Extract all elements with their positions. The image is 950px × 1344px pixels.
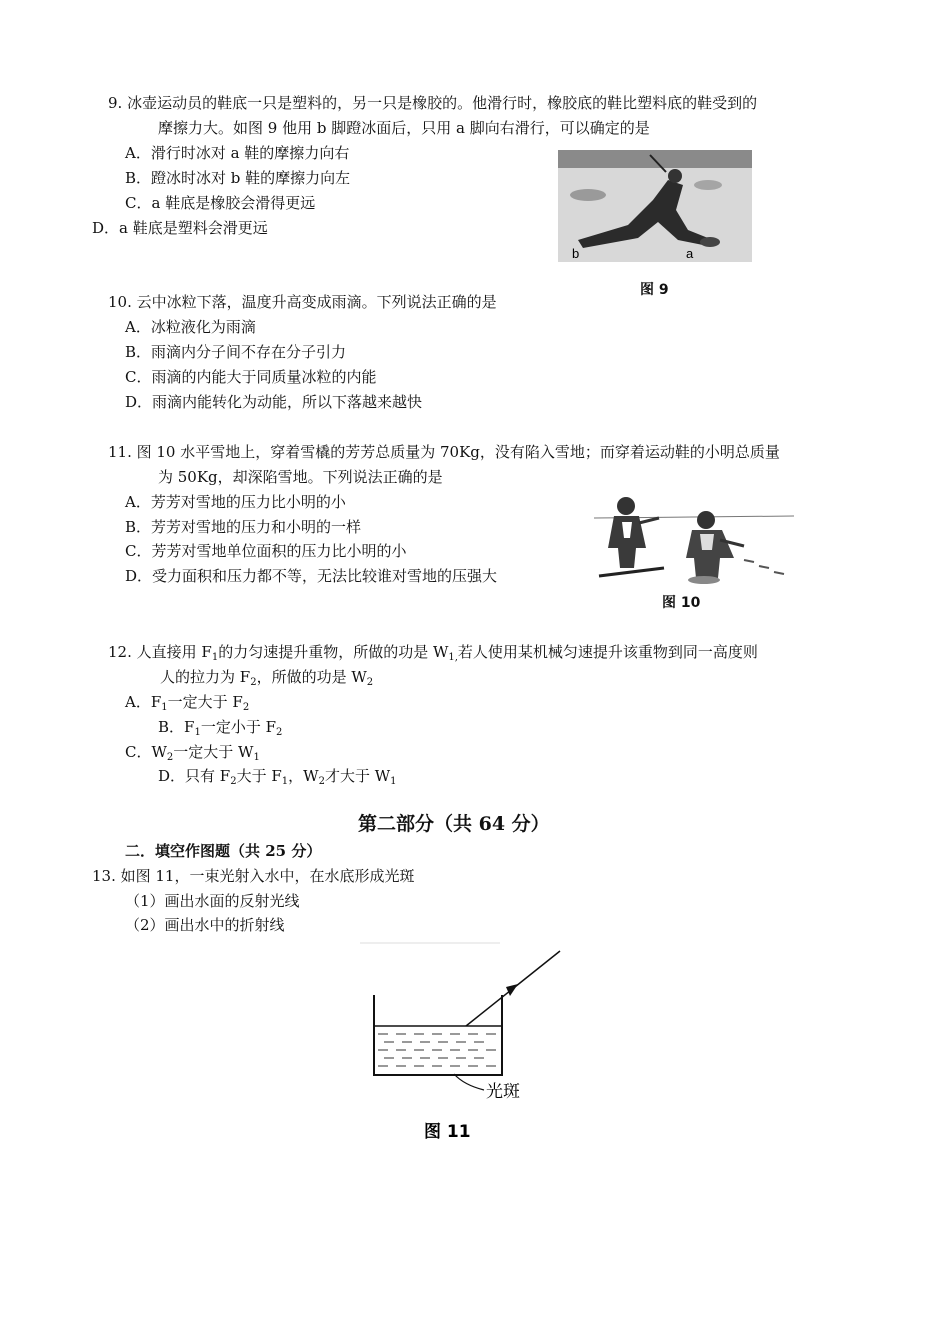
- q9-stem-line2: 摩擦力大。如图 9 他用 b 脚蹬冰面后，只用 a 脚向右滑行，可以确定的是: [158, 119, 650, 137]
- q12-option-d: D．只有 $F_2$大于 $F_1$，$W_2$才大于 $W_1$: [158, 767, 397, 787]
- q11-option-d: D．受力面积和压力都不等，无法比较谁对雪地的压强大: [125, 567, 498, 585]
- q10-option-d: D．雨滴内能转化为动能，所以下落越来越快: [125, 393, 423, 411]
- q9-option-d: D．a 鞋底是塑料会滑更远: [92, 219, 268, 237]
- light-spot-leader: [454, 1074, 484, 1090]
- q12-stem-line2: 人的拉力为 $F_2$，所做的功是 $W_2$: [160, 668, 374, 688]
- q9-option-a: A．滑行时冰对 a 鞋的摩擦力向右: [125, 144, 350, 162]
- figure-9-curling-photo: [558, 150, 752, 262]
- figure-11-caption: 图 11: [424, 1122, 471, 1142]
- water-hatching: [378, 1034, 496, 1066]
- q9-option-b: B．蹬冰时冰对 b 鞋的摩擦力向左: [125, 169, 351, 187]
- part-two-title: 第二部分（共 64 分）: [358, 813, 550, 835]
- q13-part-1: （1）画出水面的反射光线: [125, 892, 300, 910]
- q13-part-2: （2）画出水中的折射线: [125, 916, 285, 934]
- q11-option-a: A．芳芳对雪地的压力比小明的小: [125, 493, 346, 511]
- q9-option-c: C．a 鞋底是橡胶会滑得更远: [125, 194, 316, 212]
- q12-stem-line1: 12. 人直接用 $F_1$的力匀速提升重物，所做的功是 $W_{1,}$若人使用某机械匀速提升该重物到同一高度则: [108, 643, 758, 663]
- q12-option-a: A．$F_1$一定大于 $F_2$: [125, 693, 250, 713]
- ray-arrow-icon: [506, 984, 518, 996]
- q10-option-b: B．雨滴内分子间不存在分子引力: [125, 343, 347, 361]
- figure-9-caption: 图 9: [640, 282, 669, 298]
- figure-11-diagram: [360, 935, 570, 1150]
- section-fill-in-heading: 二．填空作图题（共 25 分）: [125, 842, 322, 860]
- q10-option-a: A．冰粒液化为雨滴: [125, 318, 256, 336]
- q12-option-b: B．$F_1$一定小于 $F_2$: [158, 718, 283, 738]
- figure-10-snow-image: [594, 488, 794, 586]
- figure-9-label-a: a: [686, 246, 694, 261]
- q10-stem: 10. 云中冰粒下落，温度升高变成雨滴。下列说法正确的是: [108, 293, 497, 311]
- q11-option-b: B．芳芳对雪地的压力和小明的一样: [125, 518, 362, 536]
- figure-9-label-b: b: [572, 246, 580, 261]
- q11-stem-line2: 为 50Kg，却深陷雪地。下列说法正确的是: [158, 468, 443, 486]
- q11-option-c: C．芳芳对雪地单位面积的压力比小明的小: [125, 542, 407, 560]
- q9-stem-line1: 9. 冰壶运动员的鞋底一只是塑料的，另一只是橡胶的。他滑行时，橡胶底的鞋比塑料底的鞋受到的: [108, 94, 758, 112]
- container-outline: [374, 995, 502, 1075]
- q11-stem-line1: 11. 图 10 水平雪地上，穿着雪橇的芳芳总质量为 70Kg，没有陷入雪地；而穿着运动鞋的小明总质量: [108, 443, 780, 461]
- light-spot-label: 光斑: [486, 1082, 520, 1102]
- q13-stem: 13. 如图 11，一束光射入水中，在水底形成光斑: [92, 867, 415, 885]
- figure-10-caption: 图 10: [662, 595, 701, 611]
- q10-option-c: C．雨滴的内能大于同质量冰粒的内能: [125, 368, 377, 386]
- q12-option-c: C．$W_2$一定大于 $W_1$: [125, 743, 260, 763]
